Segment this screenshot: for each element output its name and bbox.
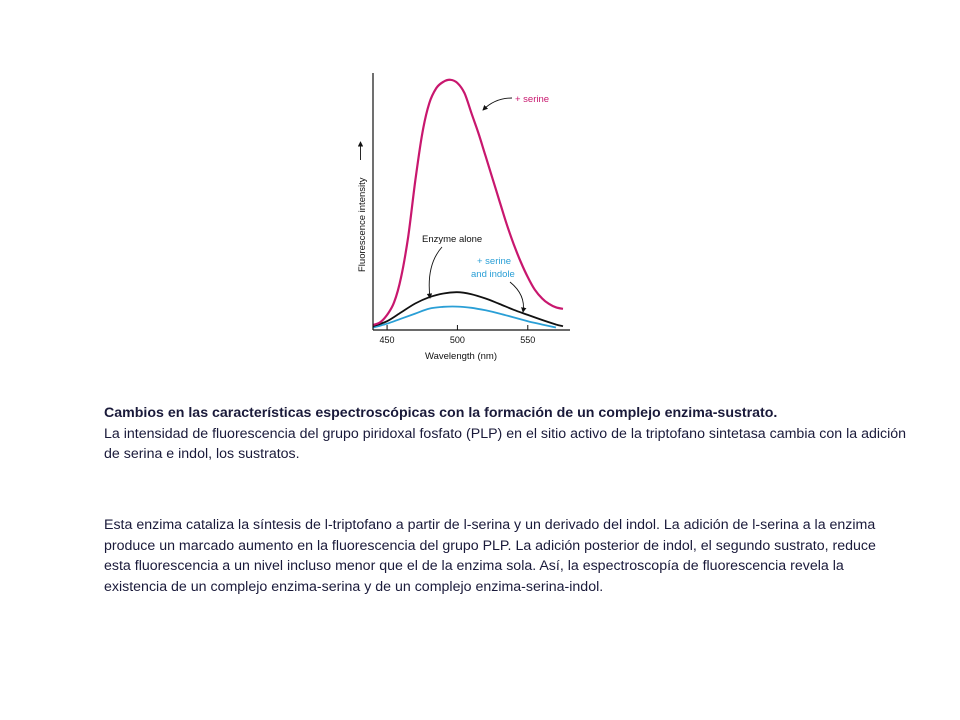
x-tick-label-0: 450: [379, 335, 395, 345]
x-tick-label-2: 550: [520, 335, 536, 345]
annotation-serine-indole-1: + serine: [477, 256, 512, 267]
caption-title: Cambios en las características espectroscópicas con la formación de un complejo enzima-sustrato.: [104, 405, 778, 421]
caption-text: La intensidad de fluorescencia del grupo piridoxal fosfato (PLP) en el sitio activo de la triptofano sintetasa cambia con la adición de serina e indol, los sustratos.: [104, 425, 907, 462]
annotation-serine-arrow: [483, 98, 512, 110]
annotation-enzyme-alone-arrow: [429, 247, 442, 298]
annotation-serine-indole-2: and indole: [471, 269, 515, 280]
series-line-1: [373, 292, 563, 326]
annotation-serine: + serine: [515, 94, 550, 105]
body-paragraph: Esta enzima cataliza la síntesis de l-triptofano a partir de l-serina y un derivado del indol. La adición de l-serina a la enzima produce un marcado aumento en la fluorescencia del grupo PLP. La adición posterior de indol, el segundo sustrato, reduce esta fluorescencia a un nivel incluso menor que el de la enzima sola. Así, la espectroscopía de fluorescencia revela la existencia de un complejo enzima-serina y de un complejo enzima-serina-indol.: [104, 517, 876, 595]
figure-caption: [104, 403, 914, 465]
x-tick-label-1: 500: [449, 335, 465, 345]
y-axis-label: Fluorescence intensity: [357, 177, 368, 272]
annotation-serine-indole-arrow: [510, 282, 523, 312]
series-line-2: [373, 306, 556, 327]
series-line-0: [373, 80, 563, 325]
x-axis-label: Wavelength (nm): [425, 351, 497, 362]
annotation-enzyme-alone: Enzyme alone: [422, 234, 483, 245]
fluorescence-chart: [340, 60, 590, 375]
